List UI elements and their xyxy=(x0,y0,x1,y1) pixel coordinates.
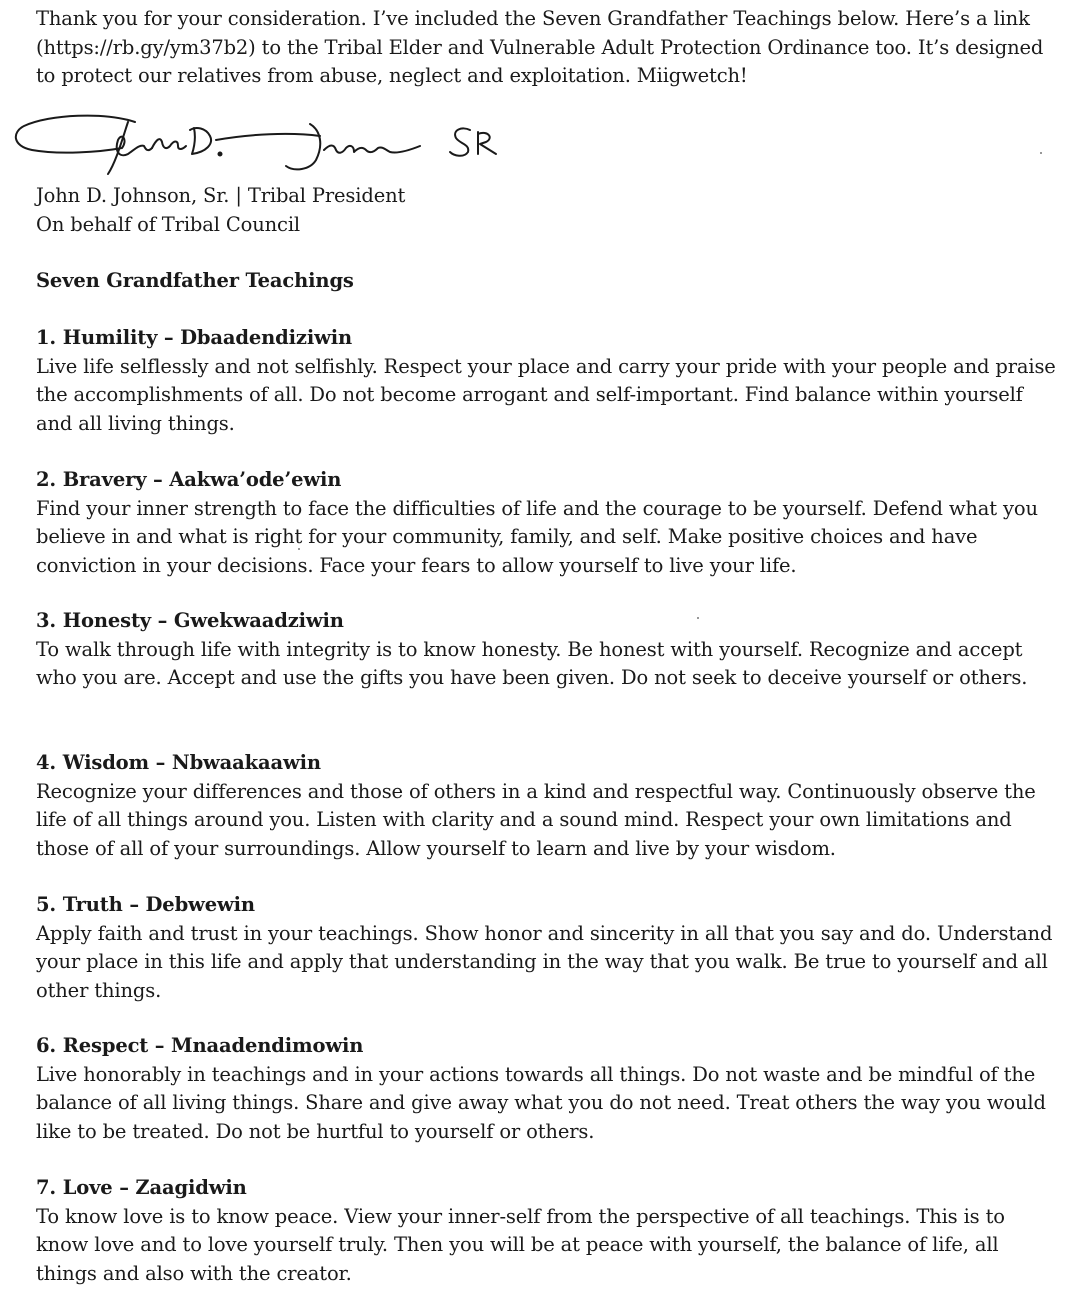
scan-speck xyxy=(1040,152,1042,154)
teaching-body: Recognize your differences and those of others in a kind and respectful way. Continuously observe the life of all things around you. Listen with clarity and a sound mind. Respect your own limitations and those of all of your surroundings. Allow yourself to learn and live by your wisdom. xyxy=(36,779,1036,860)
teaching-body: Find your inner strength to face the difficulties of life and the courage to be yourself. Defend what you believe in and what is right for your community, family, and self. Make positive choices and have conviction in your decisions. Face your fears to allow yourself to live your life. xyxy=(36,496,1038,577)
scan-speck xyxy=(298,548,300,550)
teaching-body: Live life selflessly and not selfishly. Respect your place and carry your pride with your people and praise the accomplishments of all. Do not become arrogant and self-important. Find balance within yourself and all living things. xyxy=(36,354,1056,435)
signer-behalf: On behalf of Tribal Council xyxy=(36,212,300,236)
teaching-item xyxy=(36,1174,1056,1288)
scan-speck xyxy=(697,617,699,619)
intro-paragraph: Thank you for your consideration. I’ve included the Seven Grandfather Teachings below. Here’s a link (https://rb.gy/ym37b2) to the Tribal Elder and Vulnerable Adult Protection Ordinance too. It’s designed to protect our relatives from abuse, neglect and exploitation. Miigwetch! xyxy=(36,7,1044,87)
teaching-item xyxy=(36,607,1056,693)
teaching-body: To walk through life with integrity is to know honesty. Be honest with yourself. Recognize and accept who you are. Accept and use the gifts you have been given. Do not seek to deceive yourself or others. xyxy=(36,637,1028,689)
teaching-heading: 2. Bravery – Aakwa’ode’ewin xyxy=(36,468,342,491)
teaching-heading: 6. Respect – Mnaadendimowin xyxy=(36,1034,364,1057)
teaching-heading: 3. Honesty – Gwekwaadziwin xyxy=(36,609,344,632)
teaching-body: Apply faith and trust in your teachings. Show honor and sincerity in all that you say and do. Understand your place in this life and apply that understanding in the way that you walk. Be true to yourself and all other things. xyxy=(36,921,1053,1002)
teaching-heading: 4. Wisdom – Nbwaakaawin xyxy=(36,751,321,774)
teaching-heading: 1. Humility – Dbaadendiziwin xyxy=(36,326,352,349)
teaching-heading: 5. Truth – Debwewin xyxy=(36,893,255,916)
teaching-item xyxy=(36,749,1056,863)
teaching-item xyxy=(36,466,1056,580)
teaching-item xyxy=(36,324,1056,438)
teaching-item xyxy=(36,891,1056,1005)
signer-block xyxy=(36,182,736,239)
teaching-body: Live honorably in teachings and in your actions towards all things. Do not waste and be mindful of the balance of all living things. Share and give away what you do not need. Treat others the way you would like to be treated. Do not be hurtful to yourself or others. xyxy=(36,1062,1046,1143)
signer-name-title: John D. Johnson, Sr. | Tribal President xyxy=(36,184,406,207)
teaching-item xyxy=(36,1032,1056,1146)
teachings-title: Seven Grandfather Teachings xyxy=(36,269,354,292)
teaching-body: To know love is to know peace. View your inner-self from the perspective of all teachings. This is to know love and to love yourself truly. Then you will be at peace with yourself, the balance of life, all things and also with the creator. xyxy=(36,1204,1005,1285)
handwritten-signature xyxy=(10,110,510,185)
teaching-heading: 7. Love – Zaagidwin xyxy=(36,1176,247,1199)
